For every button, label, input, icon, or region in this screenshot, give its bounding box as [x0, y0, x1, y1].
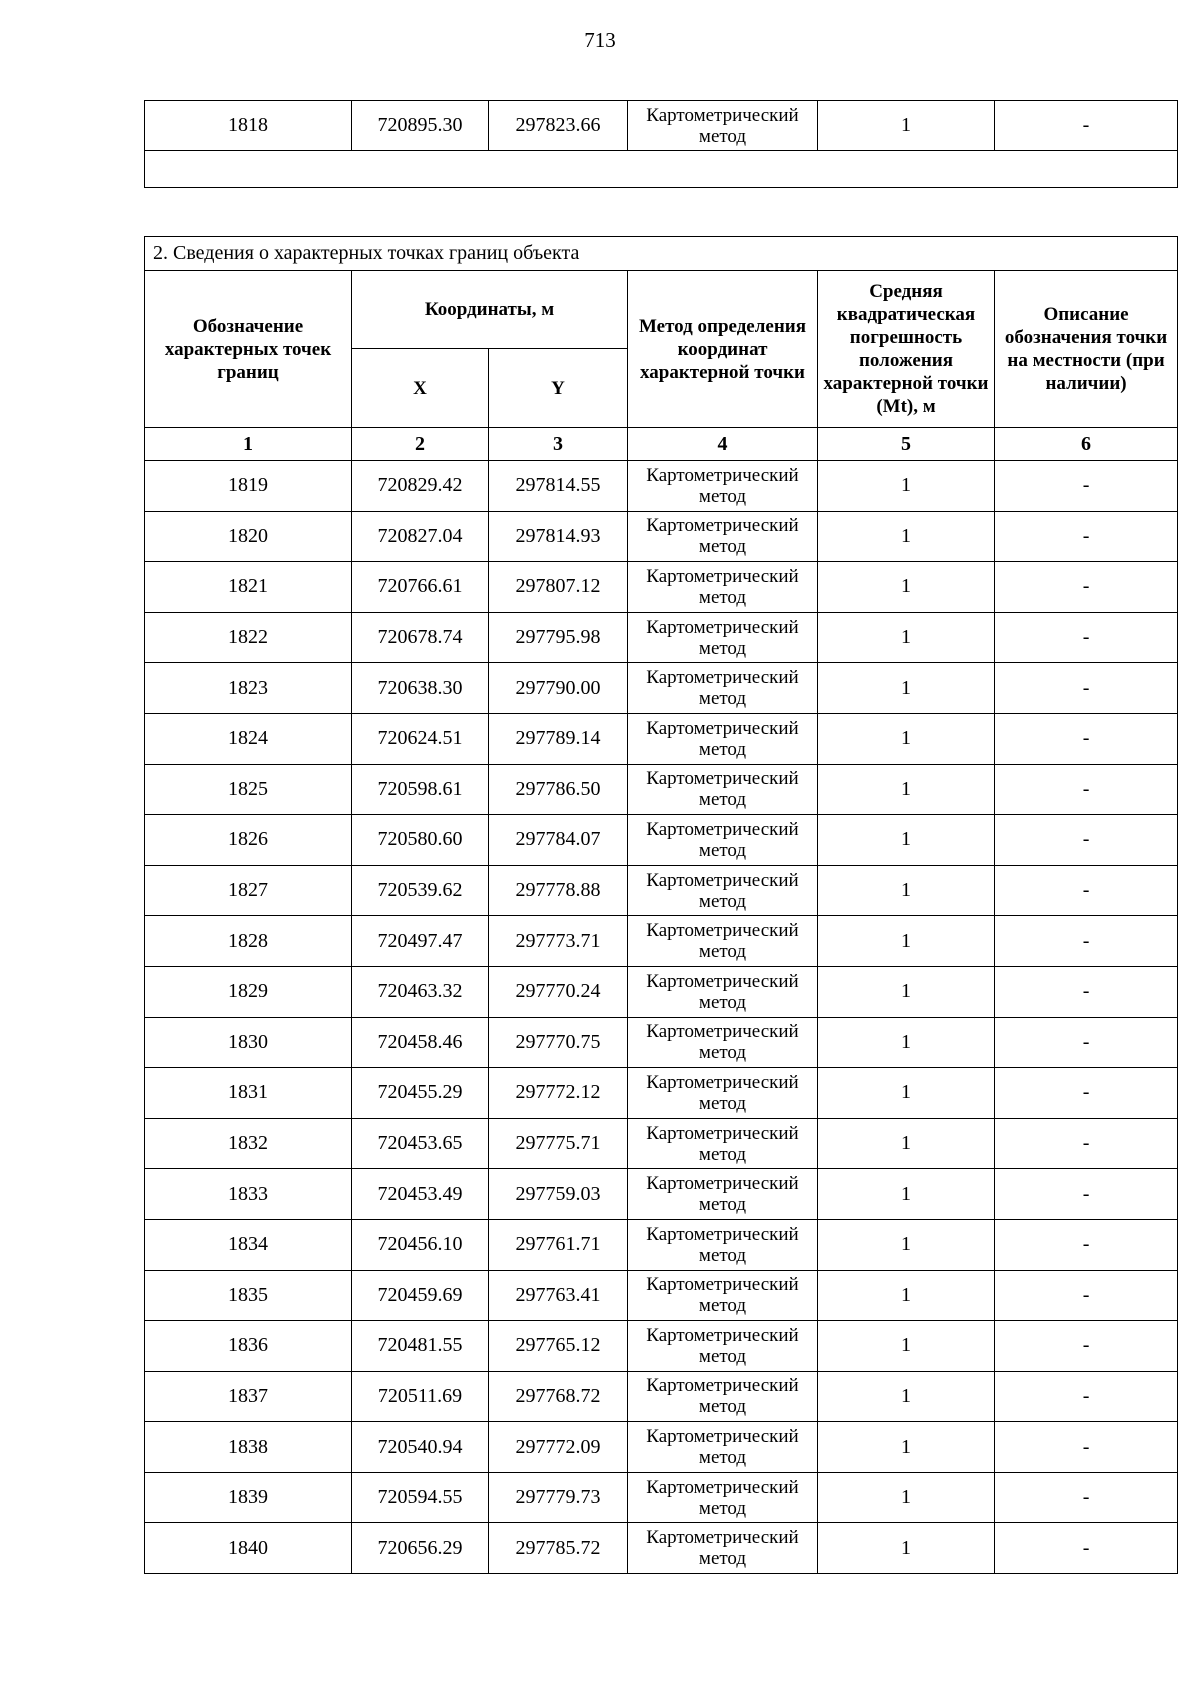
table-row — [145, 1219, 1178, 1270]
table-row — [145, 1270, 1178, 1321]
mt-cell: 1 — [818, 1523, 995, 1574]
y-coordinate-cell: 297770.24 — [489, 966, 628, 1017]
column-numbers-row — [145, 428, 1178, 461]
table-row — [145, 916, 1178, 967]
description-cell: - — [995, 461, 1178, 512]
point-cell: 1824 — [145, 713, 352, 764]
y-coordinate-cell: 297779.73 — [489, 1472, 628, 1523]
table-row — [145, 511, 1178, 562]
x-coordinate-cell: 720481.55 — [352, 1321, 489, 1372]
method-cell: Картометрический метод — [628, 815, 818, 866]
method-cell: Картометрический метод — [628, 663, 818, 714]
point-cell: 1839 — [145, 1472, 352, 1523]
mt-cell: 1 — [818, 101, 995, 151]
method-cell: Картометрический метод — [628, 1523, 818, 1574]
header-mt: Средняя квадратическая погрешность положения характерной точки (Mt), м — [818, 271, 995, 428]
mt-cell: 1 — [818, 916, 995, 967]
y-coordinate-cell: 297786.50 — [489, 764, 628, 815]
x-coordinate-cell: 720598.61 — [352, 764, 489, 815]
header-point: Обозначение характерных точек границ — [145, 271, 352, 428]
table-row — [145, 764, 1178, 815]
header-description: Описание обозначения точки на местности (при наличии) — [995, 271, 1178, 428]
table-row — [145, 1472, 1178, 1523]
method-cell: Картометрический метод — [628, 1068, 818, 1119]
method-cell: Картометрический метод — [628, 612, 818, 663]
point-cell: 1840 — [145, 1523, 352, 1574]
mt-cell: 1 — [818, 461, 995, 512]
description-cell: - — [995, 1270, 1178, 1321]
point-cell: 1832 — [145, 1118, 352, 1169]
y-coordinate-cell: 297784.07 — [489, 815, 628, 866]
x-coordinate-cell: 720624.51 — [352, 713, 489, 764]
description-cell: - — [995, 1068, 1178, 1119]
table-row — [145, 461, 1178, 512]
description-cell: - — [995, 101, 1178, 151]
mt-cell: 1 — [818, 865, 995, 916]
table-row — [145, 1017, 1178, 1068]
x-coordinate-cell: 720580.60 — [352, 815, 489, 866]
x-coordinate-cell: 720656.29 — [352, 1523, 489, 1574]
page-number: 713 — [584, 28, 616, 52]
point-cell: 1820 — [145, 511, 352, 562]
header-y: Y — [489, 349, 628, 428]
point-cell: 1830 — [145, 1017, 352, 1068]
mt-cell: 1 — [818, 1270, 995, 1321]
description-cell: - — [995, 1118, 1178, 1169]
mt-cell: 1 — [818, 1321, 995, 1372]
y-coordinate-cell: 297795.98 — [489, 612, 628, 663]
method-cell: Картометрический метод — [628, 1017, 818, 1068]
description-cell: - — [995, 1017, 1178, 1068]
method-cell: Картометрический метод — [628, 511, 818, 562]
point-cell: 1831 — [145, 1068, 352, 1119]
table-row — [145, 865, 1178, 916]
y-coordinate-cell: 297772.09 — [489, 1422, 628, 1473]
method-cell: Картометрический метод — [628, 966, 818, 1017]
description-cell: - — [995, 966, 1178, 1017]
column-number: 3 — [489, 428, 628, 461]
y-coordinate-cell: 297773.71 — [489, 916, 628, 967]
mt-cell: 1 — [818, 1017, 995, 1068]
y-coordinate-cell: 297823.66 — [489, 101, 628, 151]
table-row — [145, 1422, 1178, 1473]
x-coordinate-cell: 720766.61 — [352, 562, 489, 613]
point-cell: 1825 — [145, 764, 352, 815]
description-cell: - — [995, 764, 1178, 815]
x-coordinate-cell: 720678.74 — [352, 612, 489, 663]
y-coordinate-cell: 297768.72 — [489, 1371, 628, 1422]
x-coordinate-cell: 720458.46 — [352, 1017, 489, 1068]
column-number: 1 — [145, 428, 352, 461]
column-number: 2 — [352, 428, 489, 461]
method-cell: Картометрический метод — [628, 101, 818, 151]
point-cell: 1829 — [145, 966, 352, 1017]
table-row — [145, 815, 1178, 866]
x-coordinate-cell: 720540.94 — [352, 1422, 489, 1473]
mt-cell: 1 — [818, 663, 995, 714]
x-coordinate-cell: 720827.04 — [352, 511, 489, 562]
mt-cell: 1 — [818, 612, 995, 663]
column-number: 6 — [995, 428, 1178, 461]
method-cell: Картометрический метод — [628, 1371, 818, 1422]
continuation-table — [144, 100, 1178, 188]
point-cell: 1837 — [145, 1371, 352, 1422]
y-coordinate-cell: 297765.12 — [489, 1321, 628, 1372]
description-cell: - — [995, 511, 1178, 562]
mt-cell: 1 — [818, 1422, 995, 1473]
x-coordinate-cell: 720829.42 — [352, 461, 489, 512]
point-cell: 1828 — [145, 916, 352, 967]
table-row — [145, 663, 1178, 714]
y-coordinate-cell: 297778.88 — [489, 865, 628, 916]
method-cell: Картометрический метод — [628, 1169, 818, 1220]
mt-cell: 1 — [818, 713, 995, 764]
header-method: Метод определения координат характерной точки — [628, 271, 818, 428]
description-cell: - — [995, 1422, 1178, 1473]
mt-cell: 1 — [818, 511, 995, 562]
description-cell: - — [995, 1371, 1178, 1422]
mt-cell: 1 — [818, 1068, 995, 1119]
x-coordinate-cell: 720459.69 — [352, 1270, 489, 1321]
mt-cell: 1 — [818, 1371, 995, 1422]
table-row — [145, 1118, 1178, 1169]
x-coordinate-cell: 720539.62 — [352, 865, 489, 916]
description-cell: - — [995, 612, 1178, 663]
point-cell: 1836 — [145, 1321, 352, 1372]
y-coordinate-cell: 297763.41 — [489, 1270, 628, 1321]
empty-cell — [145, 151, 1178, 188]
table-row — [145, 1523, 1178, 1574]
mt-cell: 1 — [818, 815, 995, 866]
method-cell: Картометрический метод — [628, 1270, 818, 1321]
y-coordinate-cell: 297761.71 — [489, 1219, 628, 1270]
method-cell: Картометрический метод — [628, 916, 818, 967]
mt-cell: 1 — [818, 1118, 995, 1169]
description-cell: - — [995, 1321, 1178, 1372]
description-cell: - — [995, 1219, 1178, 1270]
point-cell: 1819 — [145, 461, 352, 512]
point-cell: 1827 — [145, 865, 352, 916]
method-cell: Картометрический метод — [628, 713, 818, 764]
method-cell: Картометрический метод — [628, 461, 818, 512]
description-cell: - — [995, 1523, 1178, 1574]
x-coordinate-cell: 720895.30 — [352, 101, 489, 151]
x-coordinate-cell: 720497.47 — [352, 916, 489, 967]
table-row — [145, 101, 1178, 151]
mt-cell: 1 — [818, 764, 995, 815]
description-cell: - — [995, 815, 1178, 866]
point-cell: 1822 — [145, 612, 352, 663]
point-cell: 1818 — [145, 101, 352, 151]
table-row — [145, 1371, 1178, 1422]
method-cell: Картометрический метод — [628, 1321, 818, 1372]
y-coordinate-cell: 297759.03 — [489, 1169, 628, 1220]
description-cell: - — [995, 1472, 1178, 1523]
empty-row — [145, 151, 1178, 188]
method-cell: Картометрический метод — [628, 1472, 818, 1523]
method-cell: Картометрический метод — [628, 764, 818, 815]
x-coordinate-cell: 720456.10 — [352, 1219, 489, 1270]
column-number: 5 — [818, 428, 995, 461]
point-cell: 1838 — [145, 1422, 352, 1473]
boundary-points-table — [144, 236, 1178, 1574]
y-coordinate-cell: 297790.00 — [489, 663, 628, 714]
method-cell: Картометрический метод — [628, 1219, 818, 1270]
description-cell: - — [995, 1169, 1178, 1220]
table-row — [145, 1169, 1178, 1220]
description-cell: - — [995, 713, 1178, 764]
method-cell: Картометрический метод — [628, 562, 818, 613]
x-coordinate-cell: 720453.65 — [352, 1118, 489, 1169]
x-coordinate-cell: 720463.32 — [352, 966, 489, 1017]
y-coordinate-cell: 297789.14 — [489, 713, 628, 764]
point-cell: 1833 — [145, 1169, 352, 1220]
x-coordinate-cell: 720511.69 — [352, 1371, 489, 1422]
y-coordinate-cell: 297814.93 — [489, 511, 628, 562]
description-cell: - — [995, 916, 1178, 967]
x-coordinate-cell: 720638.30 — [352, 663, 489, 714]
x-coordinate-cell: 720594.55 — [352, 1472, 489, 1523]
y-coordinate-cell: 297814.55 — [489, 461, 628, 512]
mt-cell: 1 — [818, 966, 995, 1017]
description-cell: - — [995, 663, 1178, 714]
mt-cell: 1 — [818, 1169, 995, 1220]
method-cell: Картометрический метод — [628, 865, 818, 916]
point-cell: 1821 — [145, 562, 352, 613]
point-cell: 1826 — [145, 815, 352, 866]
y-coordinate-cell: 297772.12 — [489, 1068, 628, 1119]
x-coordinate-cell: 720453.49 — [352, 1169, 489, 1220]
y-coordinate-cell: 297785.72 — [489, 1523, 628, 1574]
table-caption: 2. Сведения о характерных точках границ объекта — [145, 237, 1178, 271]
point-cell: 1835 — [145, 1270, 352, 1321]
method-cell: Картометрический метод — [628, 1118, 818, 1169]
column-number: 4 — [628, 428, 818, 461]
header-x: X — [352, 349, 489, 428]
table-row — [145, 1068, 1178, 1119]
point-cell: 1834 — [145, 1219, 352, 1270]
point-cell: 1823 — [145, 663, 352, 714]
description-cell: - — [995, 865, 1178, 916]
table-row — [145, 713, 1178, 764]
y-coordinate-cell: 297770.75 — [489, 1017, 628, 1068]
table-row — [145, 562, 1178, 613]
mt-cell: 1 — [818, 1219, 995, 1270]
mt-cell: 1 — [818, 562, 995, 613]
header-coordinates: Координаты, м — [352, 271, 628, 349]
y-coordinate-cell: 297807.12 — [489, 562, 628, 613]
method-cell: Картометрический метод — [628, 1422, 818, 1473]
description-cell: - — [995, 562, 1178, 613]
table-row — [145, 966, 1178, 1017]
y-coordinate-cell: 297775.71 — [489, 1118, 628, 1169]
table-row — [145, 1321, 1178, 1372]
table-row — [145, 612, 1178, 663]
mt-cell: 1 — [818, 1472, 995, 1523]
x-coordinate-cell: 720455.29 — [352, 1068, 489, 1119]
